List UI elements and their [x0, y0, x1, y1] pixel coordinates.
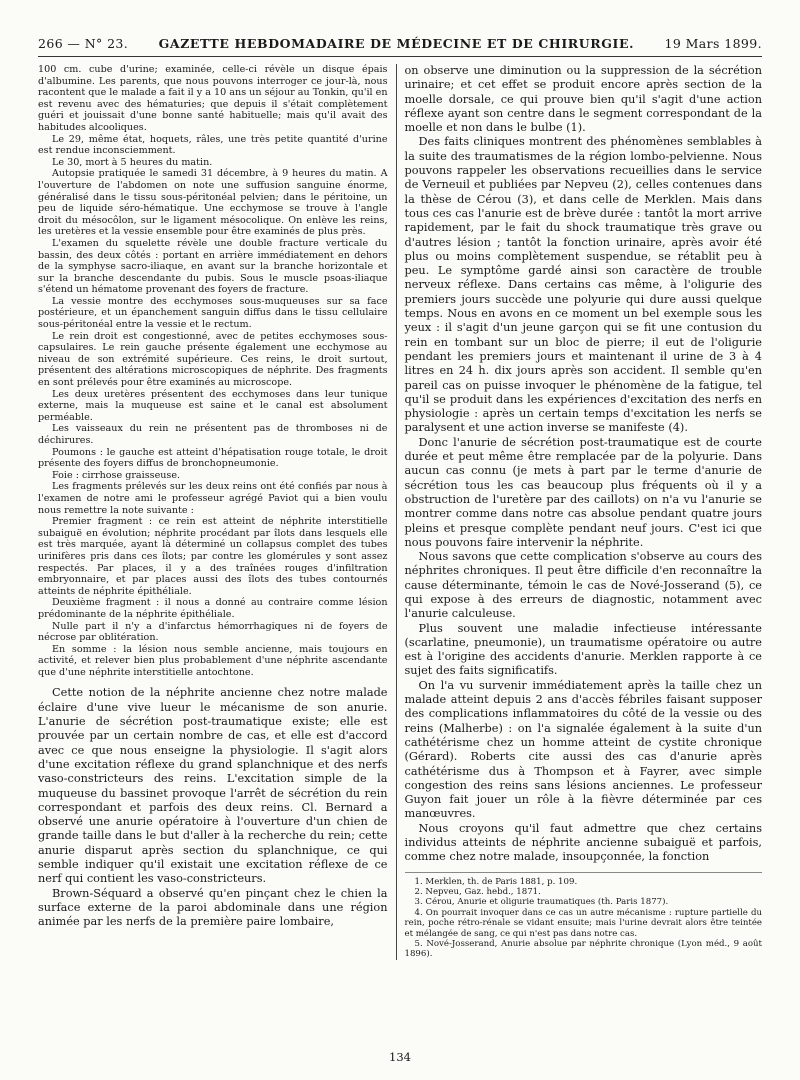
- paragraph: La vessie montre des ecchymoses sous-muqueuses sur sa face postérieure, et un épanchement sanguin diffus dans le tissu cellulaire sous-péritonéal entre la vessie et le rectum.: [38, 295, 388, 331]
- left-column: [38, 64, 388, 960]
- paragraph: L'examen du squelette révèle une double fracture verticale du bassin, des deux côtés : portant en arrière immédiatement en dehors de la symphyse sacro-iliaque, en avant sur la branche horizontale et sur la branche descendante du pubis. Sous le muscle psoas-iliaque s'étend un hématome provenant des foyers de fracture.: [38, 237, 388, 296]
- paragraph: Le rein droit est congestionné, avec de petites ecchymoses sous-capsulaires. Le rein gauche présente également une ecchymose au niveau de son extrémité supérieure. Ces reins, le droit surtout, présentent des altérations microscopiques de néphrite. Des fragments en sont prélevés pour être examinés au microscope.: [38, 330, 388, 389]
- footnote: 4. On pourrait invoquer dans ce cas un autre mécanisme : rupture partielle du rein, poche rétro-rénale se vidant ensuite; mais l'urine devrait alors être teintée et mélangée de sang, ce qui n'est pas dans notre cas.: [404, 907, 762, 939]
- paragraph: Brown-Séquard a observé qu'en pinçant chez le chien la surface externe de la paroi abdominale dans une région animée par les nerfs de la première paire lombaire,: [38, 886, 388, 929]
- paragraph: 100 cm. cube d'urine; examinée, celle-ci révèle un disque épais d'albumine. Les parents, que nous pouvons interroger ce jour-là, nous racontent que le malade a fait il y a 10 ans un séjour au Tonkin, qu'il en est revenu avec des hématuries; que depuis il s'était complètement guéri et jouissait d'une bonne santé habituelle; mais qu'il avait des habitudes alcooliques.: [38, 64, 388, 133]
- paragraph: Foie : cirrhose graisseuse.: [52, 469, 181, 481]
- paragraph: Cette notion de la néphrite ancienne chez notre malade éclaire d'une vive lueur le mécanisme de son anurie. L'anurie de sécrétion post-traumatique existe; elle est prouvée par un certain nombre de cas, et elle est d'accord avec ce que nous enseigne la physiologie. Il s'agit alors d'une excitation réflexe du grand splanchnique et des nerfs vaso-constricteurs des reins. L'excitation simple de la muqueuse du bassinet provoque l'arrêt de sécrétion du rein correspondant et parfois des deux reins. Cl. Bernard a observé une anurie opératoire à l'ouverture d'un chien de grande taille dans le but d'aller à la recherche du rein; cette anurie disparut après section du splanchnique, ce qui semble indiquer qu'il existait une excitation réflexe de ce nerf qui contient les vaso-constricteurs.: [38, 686, 388, 886]
- paragraph: Le 30, mort à 5 heures du matin.: [52, 156, 213, 168]
- paragraph: Les deux uretères présentent des ecchymoses dans leur tunique externe, mais la muqueuse est saine et le canal est absolument perméable.: [38, 388, 388, 423]
- case-report-block: [38, 64, 388, 678]
- paragraph: Les vaisseaux du rein ne présentent pas de thromboses ni de déchirures.: [38, 423, 388, 446]
- running-header: [38, 36, 762, 57]
- paragraph: Plus souvent une maladie infectieuse intéressante (scarlatine, pneumonie), un traumatisme opératoire ou autre est à l'origine des accidents d'anurie. Merklen rapporte à ce sujet des faits significatifs.: [404, 621, 762, 678]
- paragraph: Autopsie pratiquée le samedi 31 décembre, à 9 heures du matin. A l'ouverture de l'abdomen on note une suffusion sanguine énorme, généralisé dans le tissu sous-péritonéal pelvien; dans le péritoine, un peu de liquide séro-hématique. Une ecchymose se trouve à l'angle droit du mésocôlon, sur le ligament mésocolique. On enlève les reins, les uretères et la vessie ensemble pour être examinés de plus près.: [38, 168, 388, 238]
- paragraph: Les fragments prélevés sur les deux reins ont été confiés par nous à l'examen de notre ami le professeur agrégé Paviot qui a bien voulu nous remettre la note suivante :: [38, 481, 388, 516]
- paragraph: Nulle part il n'y a d'infarctus hémorrhagiques ni de foyers de nécrose par oblitération.: [38, 620, 388, 644]
- paragraph: Deuxième fragment : il nous a donné au contraire comme lésion prédominante de la néphrite épithéliale.: [38, 597, 388, 620]
- paragraph: En somme : la lésion nous semble ancienne, mais toujours en activité, et relever bien plus probablement d'une néphrite ascendante que d'une néphrite interstitielle antochtone.: [38, 643, 388, 678]
- paragraph: Nous croyons qu'il faut admettre que chez certains individus atteints de néphrite ancienne subaiguë et parfois, comme chez notre malade, insoupçonnée, la fonction: [404, 821, 762, 864]
- column-rule: [396, 64, 397, 960]
- paragraph: Premier fragment : ce rein est atteint de néphrite interstitielle subaiguë en évolution; néphrite procédant par îlots dans lesquels elle est très marquée, ayant là déterminé un collapsus complet des tubes urinifères pris dans ces îlots; par contre les glomérules y sont assez respectés. Par places, il y a des traînées rouges d'infiltration embryonnaire, et par places aussi des îlots des tubes contournés atteints de néphrite épithéliale.: [38, 516, 388, 597]
- paragraph: Poumons : le gauche est atteint d'hépatisation rouge totale, le droit présente des foyers diffus de bronchopneumonie.: [38, 446, 388, 470]
- journal-title: GAZETTE HEBDOMADAIRE DE MÉDECINE ET DE CHIRURGIE.: [158, 36, 635, 51]
- discussion-continued: [405, 64, 763, 865]
- paragraph: Des faits cliniques montrent des phénomènes semblables à la suite des traumatismes de la région lombo-pelvienne. Nous pouvons rappeler les observations recueillies dans le service de Verneuil et publiées par Nepveu (2), celles contenues dans la thèse de Cérou (3), et dans celle de Merklen. Mais dans tous ces cas l'anurie est de brève durée : tantôt la mort arrive rapidement, par le fait du shock traumatique très grave ou d'autres lésion ; tantôt la fonction urinaire, après avoir été plus ou moins complètement suspendue, se rétablit peu à peu. Le symptôme gardé ainsi son caractère de trouble nerveux réflexe. Dans certains cas même, à l'oligurie des premiers jours succède une polyurie qui dure aussi quelque temps. Nous en avons en ce moment un bel exemple sous les yeux : il s'agit d'un jeune garçon qui se fit une contusion du rein en tombant sur un bloc de pierre; il eut de l'oligurie pendant les premiers jours et maintenant il urine de 3 à 4 litres en 24 h. dix jours après son accident. Il semble qu'en pareil cas on puisse invoquer le phénomène de la fatigue, tel qu'il se produit dans les expériences d'excitation des nerfs en physiologie : après un certain temps d'excitation les nerfs se paralysent et une action inverse se manifeste (4).: [404, 135, 762, 435]
- footnote: 5. Nové-Josserand, Anurie absolue par néphrite chronique (Lyon méd., 9 août 1896).: [404, 939, 762, 960]
- paragraph: On l'a vu survenir immédiatement après la taille chez un malade atteint depuis 2 ans d'accès fébriles faisant supposer des complications inflammatoires du côté de la vessie ou des reins (Malherbe) : on l'a signalée également à la suite d'un cathétérisme chez un homme atteint de cystite chronique (Gérard). Roberts cite aussi des cas d'anurie après cathétérisme dus à Thompson et à Fayrer, avec simple congestion des reins sans lésions anciennes. Le professeur Guyon fait jouer un rôle à la fièvre déterminée par ces manœuvres.: [404, 678, 762, 821]
- footnotes: [405, 872, 763, 960]
- paragraph: Nous savons que cette complication s'observe au cours des néphrites chroniques. Il peut être difficile d'en reconnaître la cause déterminante, témoin le cas de Nové-Josserand (5), ce qui expose à des erreurs de diagnostic, notamment avec l'anurie calculeuse.: [404, 550, 762, 621]
- page-number-issue: 266 — N° 23.: [38, 36, 129, 51]
- footnote: 1. Merklen, th. de Paris 1881, p. 109.: [414, 876, 578, 887]
- footnote: 3. Cérou, Anurie et oligurie traumatiques (th. Paris 1877).: [414, 897, 669, 908]
- issue-date: 19 Mars 1899.: [664, 36, 762, 51]
- paragraph: Le 29, même état, hoquets, râles, une très petite quantité d'urine est rendue inconsciemment.: [38, 133, 388, 157]
- discussion-block: [38, 686, 388, 929]
- footnote: 2. Nepveu, Gaz. hebd., 1871.: [414, 887, 541, 898]
- paragraph: Donc l'anurie de sécrétion post-traumatique est de courte durée et peut même être remplacée par de la polyurie. Dans aucun cas connu (je mets à part par le terme d'anurie de sécrétion tous les cas beaucoup plus fréquents où il y a obstruction de l'uretère par des caillots) on n'a vu l'anurie se montrer comme dans notre cas absolue pendant quatre jours pleins et presque complète pendant neuf jours. C'est ici que nous pouvons faire intervenir la néphrite.: [404, 435, 762, 549]
- folio-number: 134: [389, 1050, 411, 1064]
- paragraph: on observe une diminution ou la suppression de la sécrétion urinaire; et cet effet se produit encore après section de la moelle dorsale, ce qui prouve bien qu'il s'agit d'une action réflexe ayant son centre dans le segment correspondant de la moelle et non dans le bulbe (1).: [404, 64, 762, 135]
- right-column: [405, 64, 763, 960]
